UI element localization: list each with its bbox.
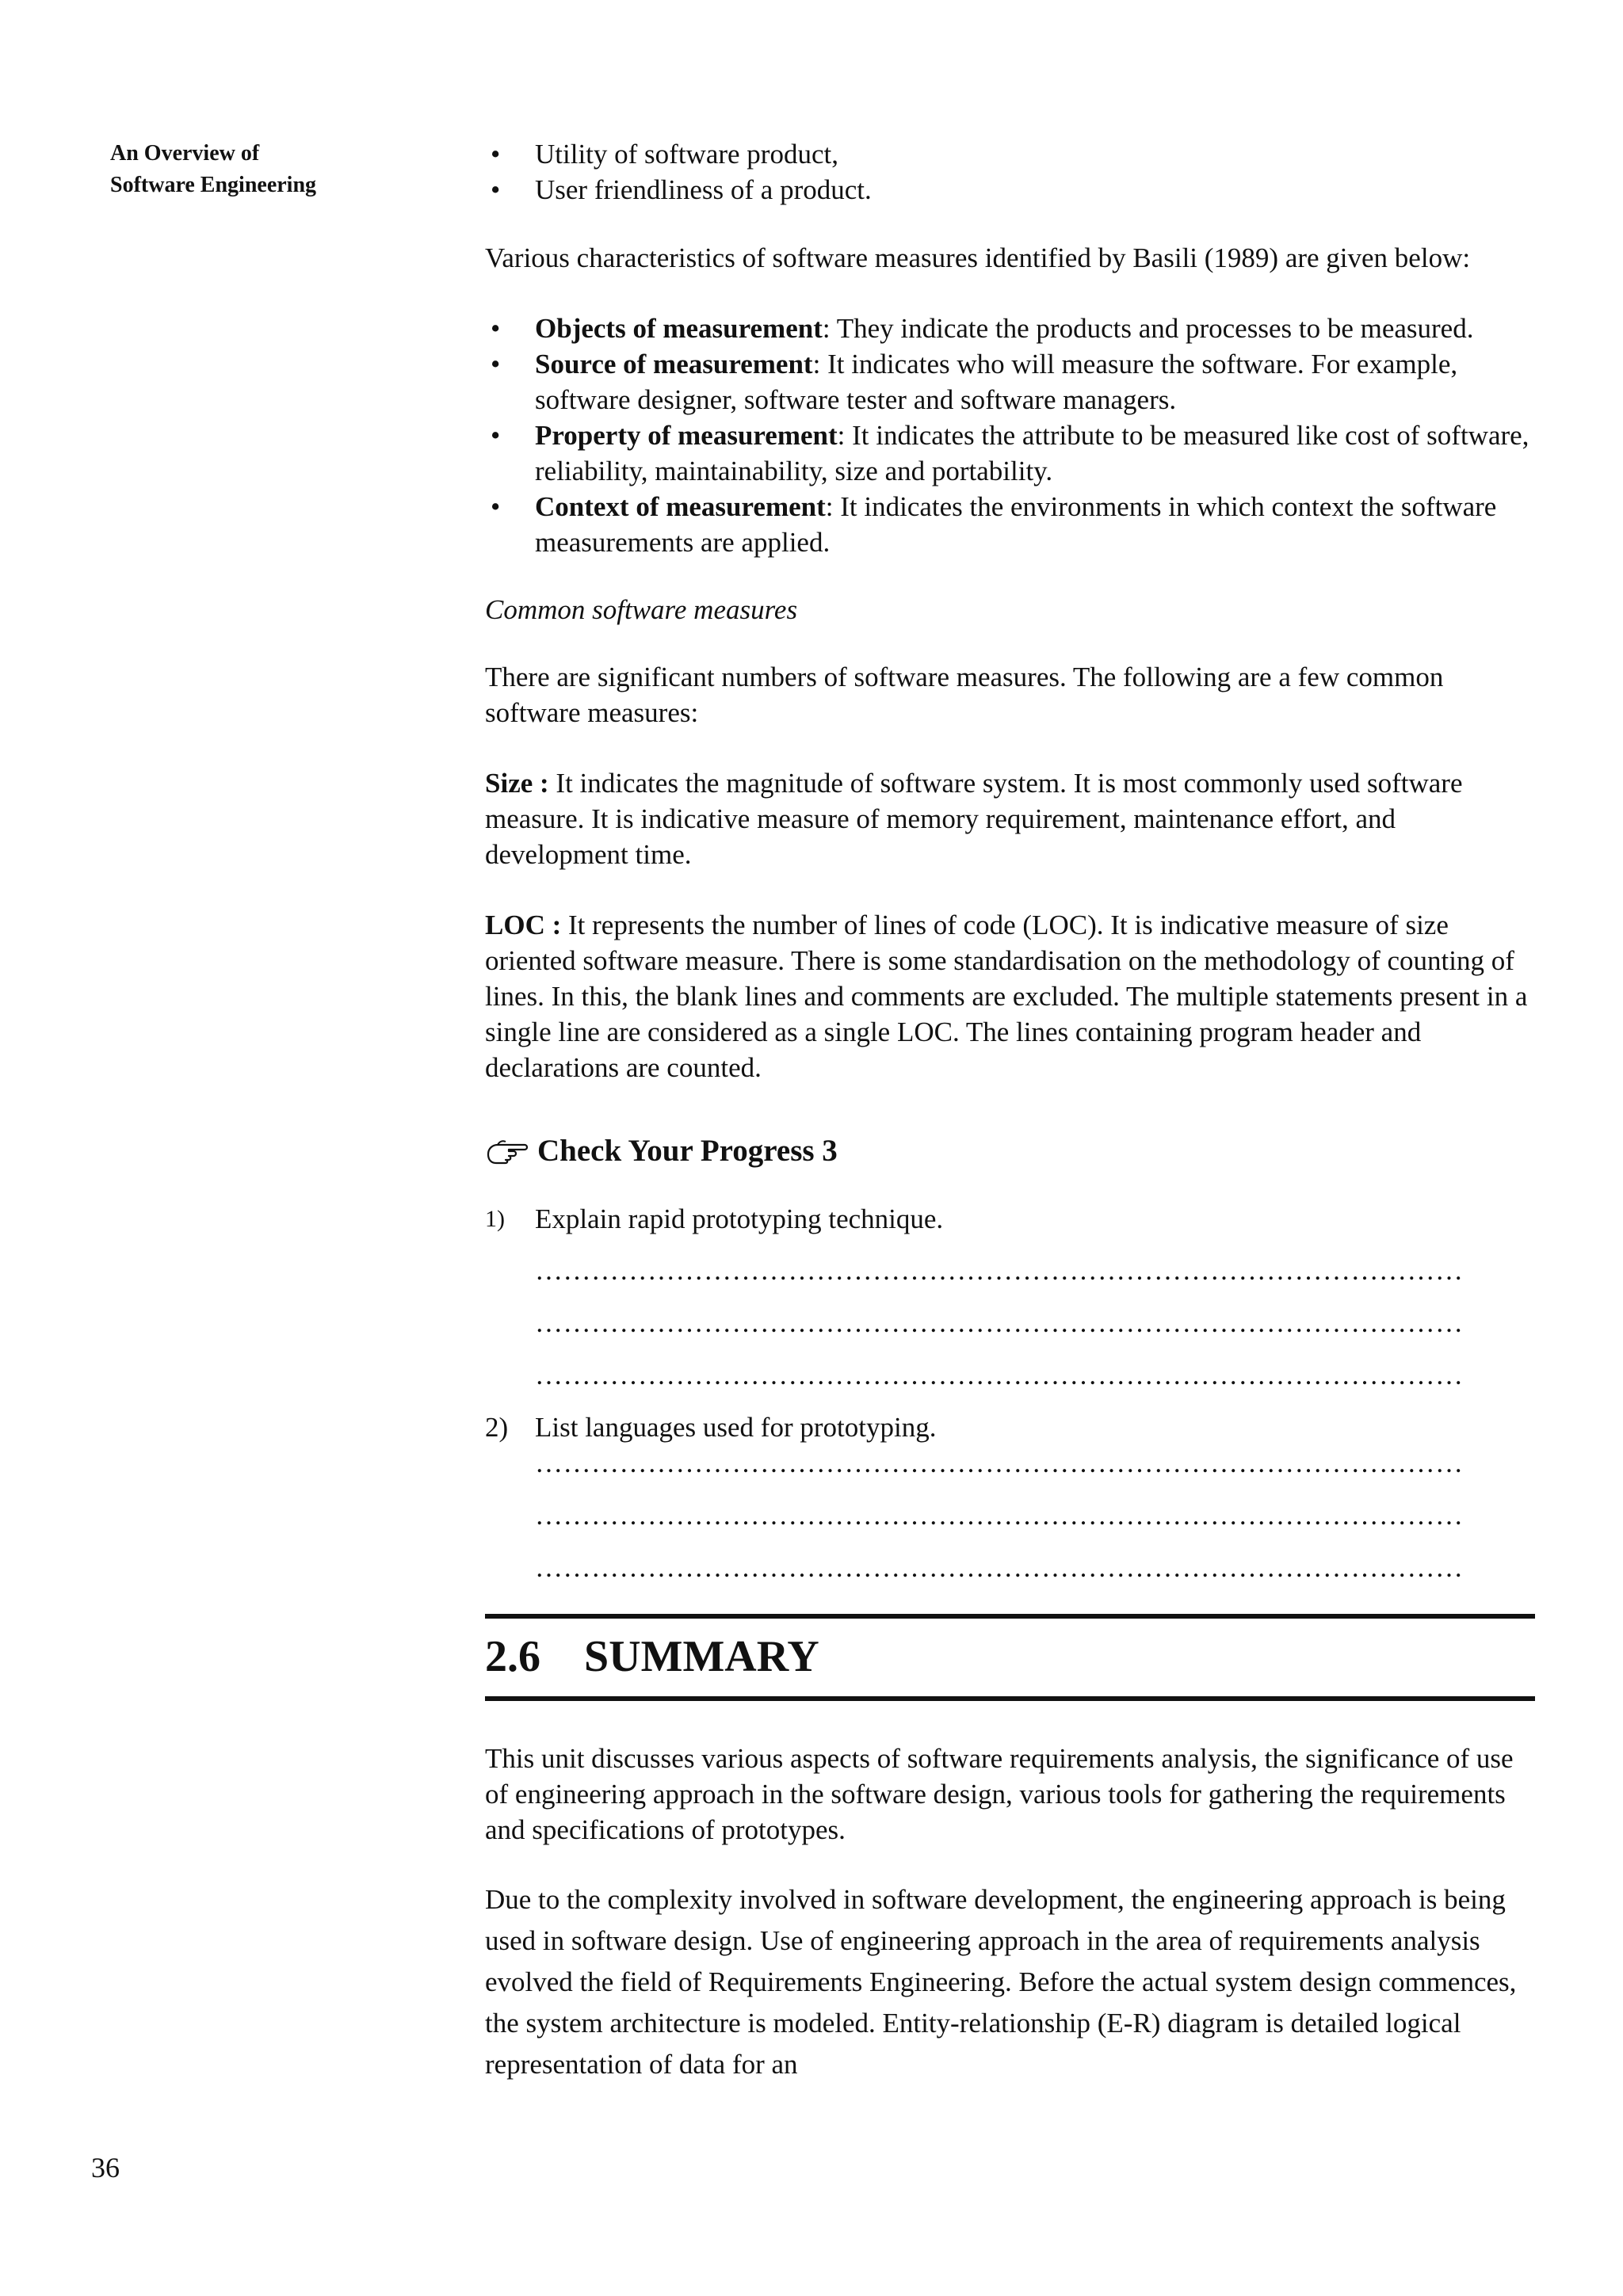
loc-text: It represents the number of lines of code (LOC). It is indicative measure of size oriented software measure. There is some standardisation on the methodology of counting of lines. In this, the blank lines and comments are excluded. The multiple statements present in a single line are considered as a single LOC. The lines containing program header and declarations are counted.	[485, 910, 1528, 1083]
pointing-hand-icon	[485, 1135, 531, 1167]
summary-paragraph: Due to the complexity involved in software development, the engineering approach is being used in software design. Use of engineering approach in the area of requirements analysis evolved the field of Requirements Engineering. Before the actual system design commences, the system architecture is modeled. Entity-relationship (E-R) diagram is detailed logical representation of data for an	[485, 1884, 1517, 2080]
question-number: 1)	[485, 1206, 505, 1232]
term: Property of measurement	[535, 420, 838, 451]
answer-line[interactable]: ………………………………………………………………………………………	[535, 1552, 1464, 1583]
running-head	[110, 138, 372, 201]
section-heading-box	[485, 1614, 1535, 1701]
question-number: 2)	[485, 1412, 509, 1443]
page-number: 36	[91, 2152, 120, 2183]
question-1	[485, 1201, 1535, 1237]
section-title: SUMMARY	[584, 1632, 819, 1681]
list-item	[485, 311, 1535, 346]
section-number: 2.6	[485, 1632, 540, 1681]
question-text: Explain rapid prototyping technique.	[535, 1203, 944, 1234]
list-item	[485, 489, 1535, 560]
main-content	[485, 136, 1535, 2085]
list-item	[485, 346, 1535, 418]
summary-paragraph: This unit discusses various aspects of software requirements analysis, the significance of use of engineering approach in the software design, various tools for gathering the requirements and specifications of prototypes.	[485, 1743, 1514, 1845]
answer-line[interactable]: ………………………………………………………………………………………	[535, 1255, 1464, 1286]
running-head-line1: An Overview of	[110, 141, 260, 166]
list-item	[485, 418, 1535, 489]
definition: : They indicate the products and processes to be measured.	[822, 313, 1474, 344]
list-item: • User friendliness of a product.	[485, 172, 1535, 208]
check-progress-heading	[485, 1131, 1535, 1171]
intro-bullet-list	[485, 136, 1535, 208]
definition: : It indicates the attribute to be measured like cost of software, reliability, maintainability, size and portability.	[535, 420, 1529, 486]
question-2	[485, 1409, 1535, 1445]
answer-line[interactable]: ………………………………………………………………………………………	[535, 1360, 1464, 1390]
term: Objects of measurement	[535, 313, 823, 344]
definition: : It indicates who will measure the software. For example, software designer, software tester and software managers.	[535, 349, 1458, 415]
characteristics-intro: Various characteristics of software measures identified by Basili (1989) are given below:	[485, 242, 1471, 273]
loc-paragraph	[485, 907, 1535, 1085]
common-measures-intro: There are significant numbers of software measures. The following are a few common software measures:	[485, 662, 1444, 728]
characteristics-list	[485, 311, 1535, 560]
common-measures-heading: Common software measures	[485, 594, 798, 625]
definition: : It indicates the environments in which context the software measurements are applied.	[535, 491, 1497, 558]
size-text: It indicates the magnitude of software system. It is most commonly used software measure. It is indicative measure of memory requirement, maintenance effort, and development time.	[485, 768, 1463, 870]
running-head-line2: Software Engineering	[110, 173, 317, 197]
loc-term: LOC :	[485, 910, 562, 940]
section-heading	[485, 1628, 1535, 1685]
term: Source of measurement	[535, 349, 813, 379]
answer-line[interactable]: ………………………………………………………………………………………	[535, 1500, 1464, 1531]
list-item: • Utility of software product,	[485, 136, 1535, 172]
size-term: Size :	[485, 768, 549, 799]
answer-line[interactable]: ………………………………………………………………………………………	[535, 1307, 1464, 1338]
term: Context of measurement	[535, 491, 826, 522]
question-text: List languages used for prototyping.	[535, 1412, 937, 1443]
check-progress-title: Check Your Progress 3	[537, 1134, 838, 1168]
size-paragraph	[485, 765, 1535, 872]
answer-line[interactable]: ………………………………………………………………………………………	[535, 1447, 1464, 1478]
